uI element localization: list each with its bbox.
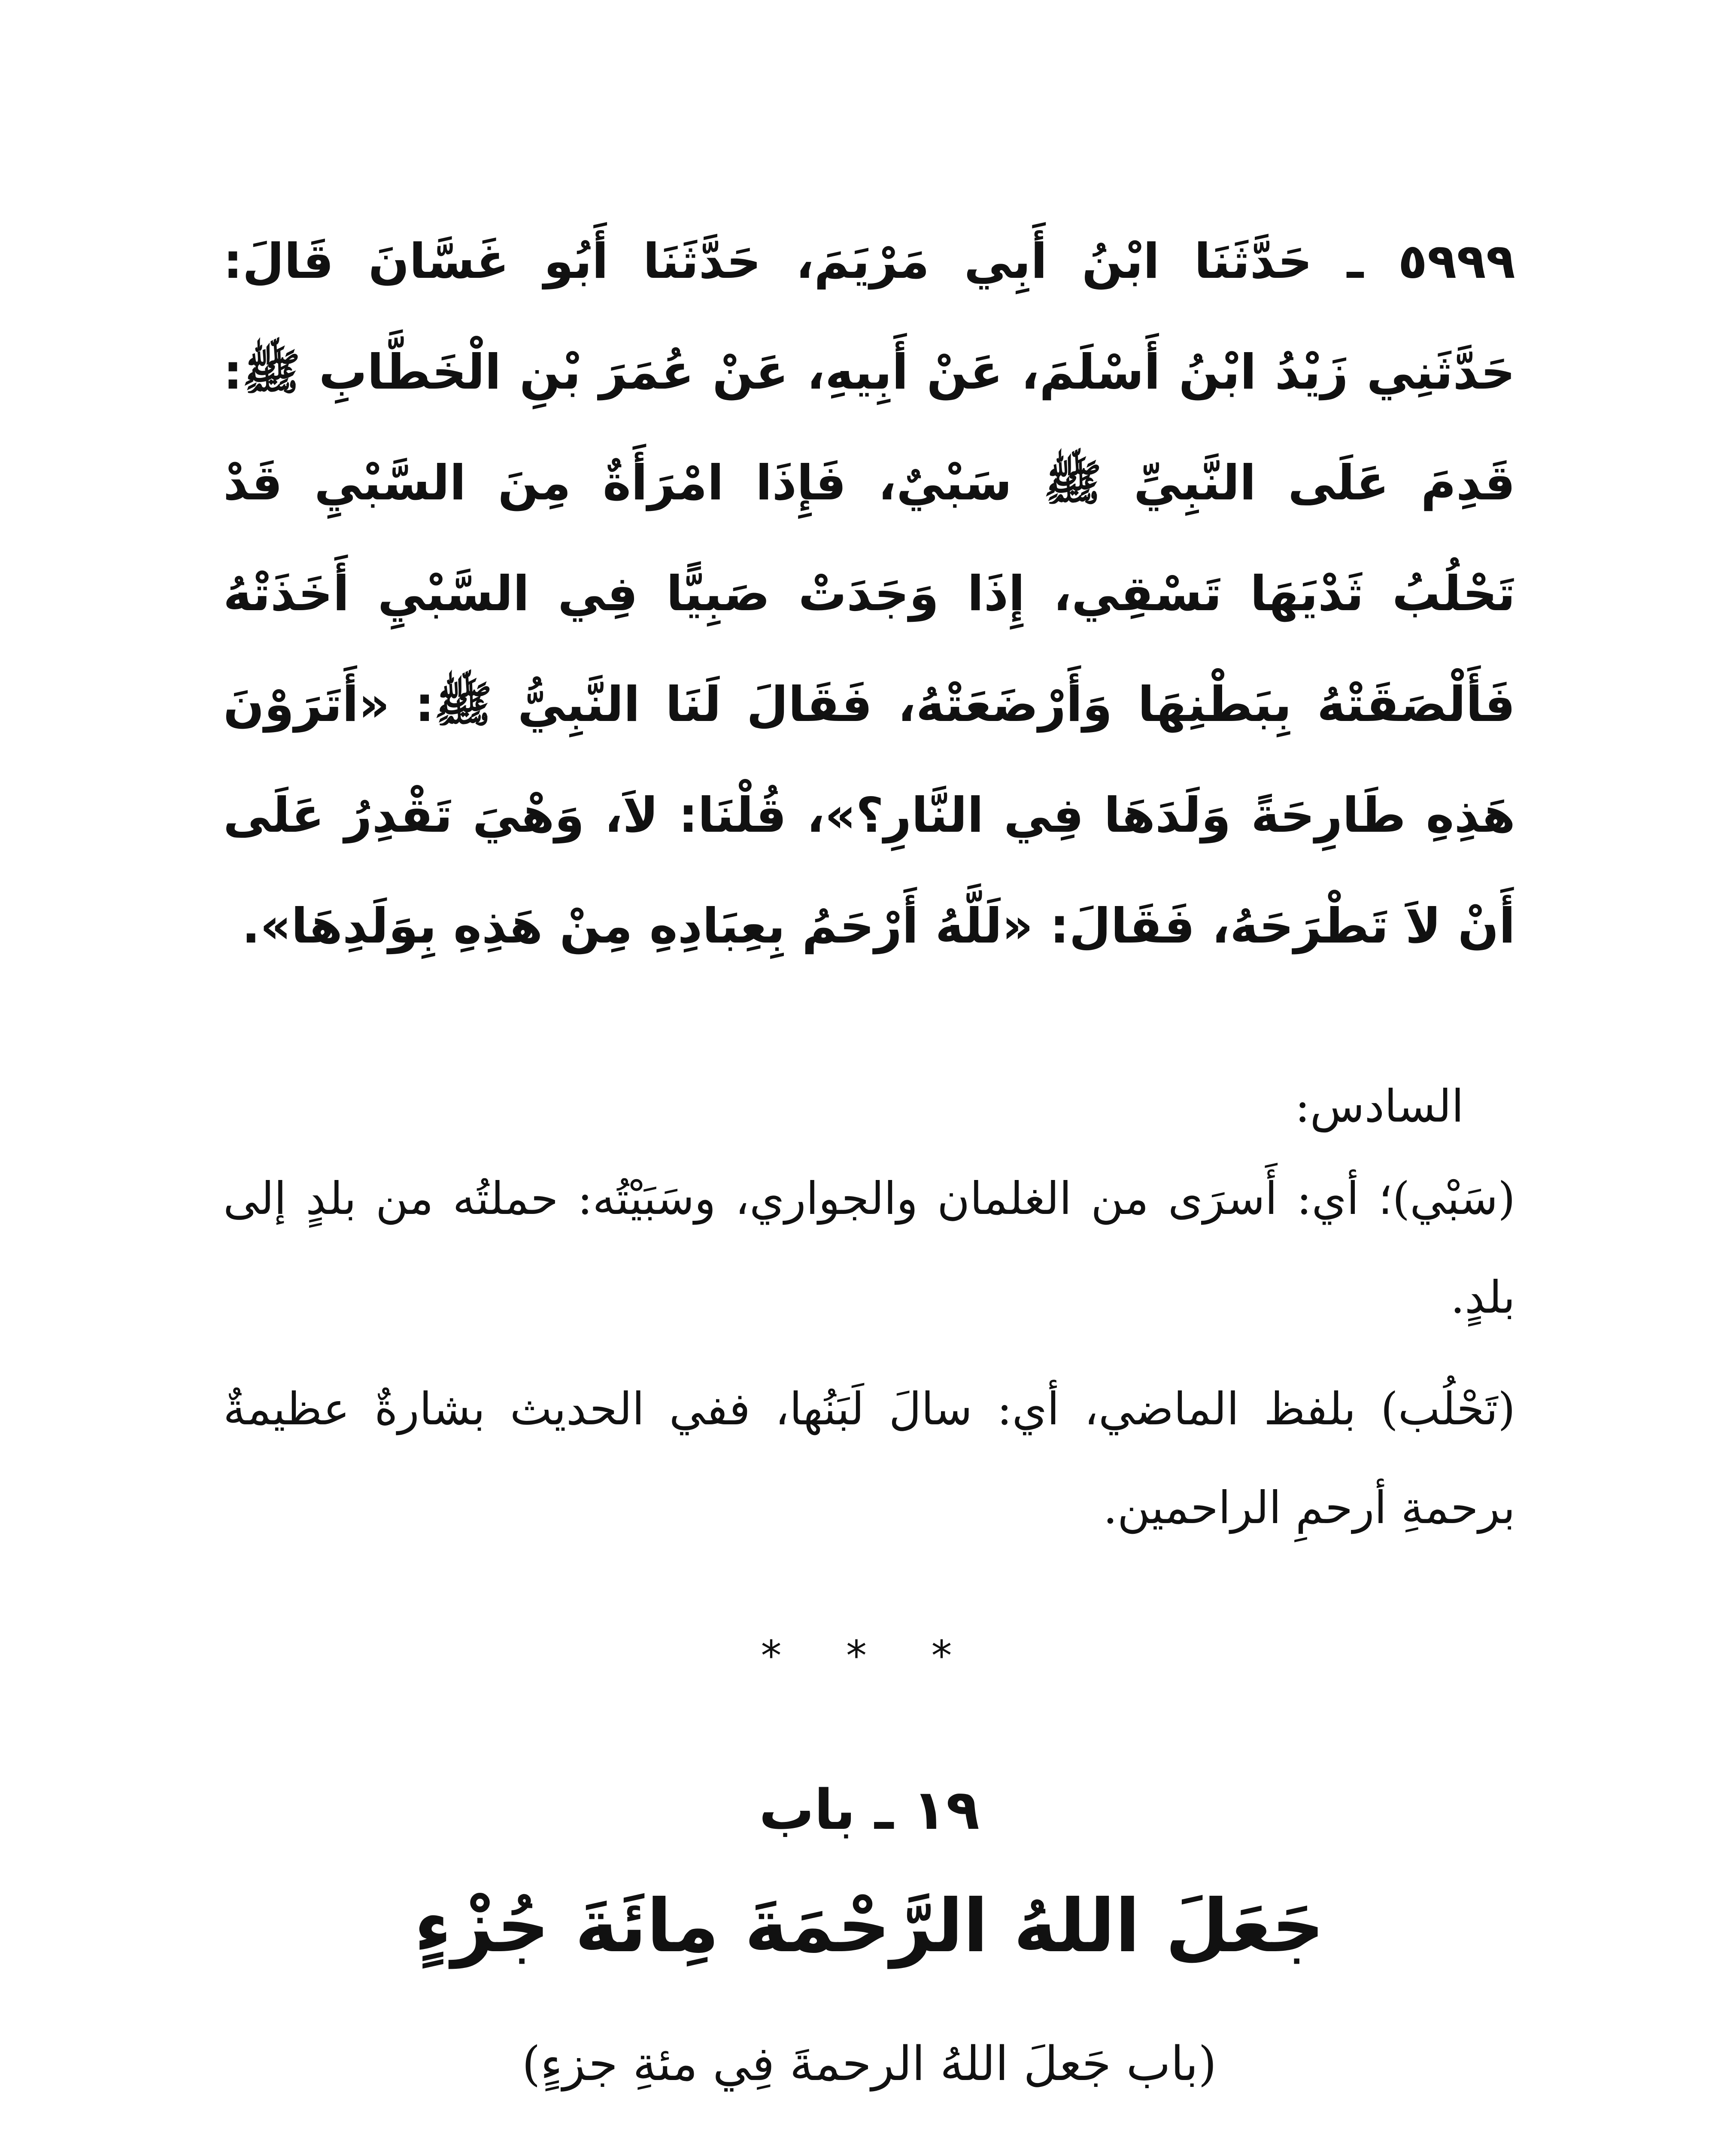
chapter-body-text	[223, 2141, 1515, 2147]
hadith-text: ٥٩٩٩ ـ حَدَّثَنَا ابْنُ أَبِي مَرْيَمَ، حَدَّثَنَا أَبُو غَسَّانَ قَالَ: حَدَّثَنِي زَيْدُ ابْنُ أَسْلَمَ، عَنْ أَبِيهِ، عَنْ عُمَرَ بْنِ الْخَطَّابِ ﷺ: قَدِمَ عَلَى النَّبِيِّ ﷺ سَبْيٌ، فَإِذَا امْرَأَةٌ مِنَ السَّبْيِ قَدْ تَحْلُبُ ثَدْيَهَا تَسْقِي، إِذَا وَجَدَتْ صَبِيًّا فِي السَّبْيِ أَخَذَتْهُ فَأَلْصَقَتْهُ بِبَطْنِهَا وَأَرْضَعَتْهُ، فَقَالَ لَنَا النَّبِيُّ ﷺ: «أَتَرَوْنَ هَذِهِ طَارِحَةً وَلَدَهَا فِي النَّارِ؟»، قُلْنَا: لاَ، وَهْيَ تَقْدِرُ عَلَى أَنْ لاَ تَطْرَحَهُ، فَقَالَ: «لَلَّهُ أَرْحَمُ بِعِبَادِهِ مِنْ هَذِهِ بِوَلَدِهَا».	[223, 234, 1515, 954]
commentary-paragraph-2: (تَحْلُب) بلفظ الماضي، أي: سالَ لَبَنُها، ففي الحديث بشارةٌ عظيمةٌ برحمةِ أرحمِ الراحمين.	[223, 1383, 1515, 1534]
section-label: السادس:	[1295, 1080, 1464, 1132]
chapter-sub-heading: (باب جَعلَ اللهُ الرحمةَ فِي مئةِ جزءٍ)	[522, 2036, 1217, 2091]
commentary-paragraph-1: (سَبْي)؛ أي: أَسرَى من الغلمان والجواري، وسَبَيْتُه: حملتُه من بلدٍ إلى بلدٍ.	[223, 1172, 1515, 1323]
chapter-title: جَعَلَ اللهُ الرَّحْمَةَ مِائَةَ جُزْءٍ	[414, 1884, 1325, 1969]
section-separator: * * *	[761, 1632, 978, 1680]
chapter-number: ١٩ ـ باب	[759, 1778, 980, 1842]
page-content	[223, 206, 1515, 2147]
